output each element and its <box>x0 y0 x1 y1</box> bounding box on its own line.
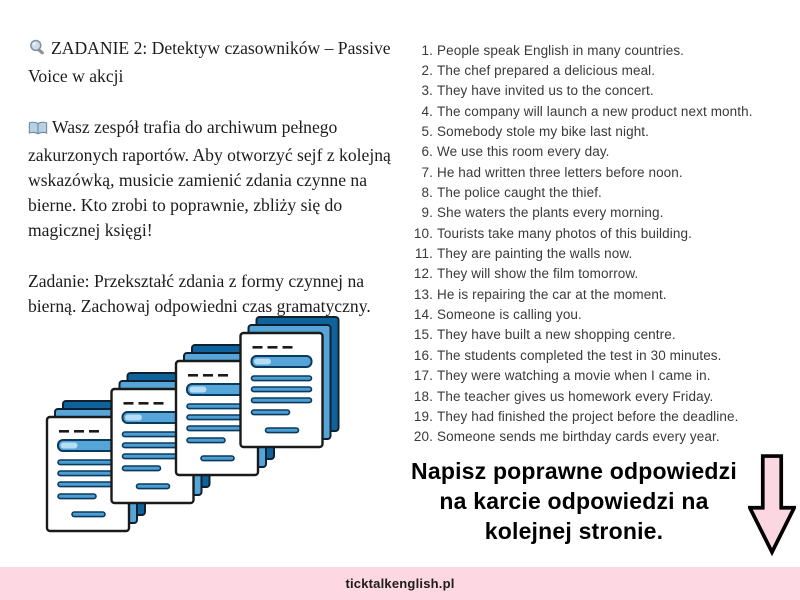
list-item <box>404 325 756 345</box>
list-item <box>404 162 756 182</box>
list-item <box>404 243 756 263</box>
task-description-column <box>28 36 400 345</box>
list-item <box>404 203 756 223</box>
item-text: They have built a new shopping centre. <box>437 327 676 343</box>
list-item <box>404 121 756 141</box>
list-item <box>404 264 756 284</box>
item-text: They will show the film tomorrow. <box>437 266 639 282</box>
item-number: 8. <box>421 185 433 201</box>
item-text: She waters the plants every morning. <box>437 205 664 221</box>
item-number: 11. <box>414 246 433 262</box>
item-text: The chef prepared a delicious meal. <box>437 63 656 79</box>
list-item <box>404 101 756 121</box>
item-text: Someone is calling you. <box>437 307 582 323</box>
open-book-icon <box>28 118 48 143</box>
list-item <box>404 304 756 324</box>
item-number: 17. <box>413 368 433 384</box>
item-text: The police caught the thief. <box>437 185 602 201</box>
list-item <box>404 40 756 60</box>
list-item <box>404 182 756 202</box>
list-item <box>404 284 756 304</box>
list-item <box>404 366 756 386</box>
item-text: He had written three letters before noon. <box>437 164 683 180</box>
list-item <box>404 345 756 365</box>
list-item <box>404 223 756 243</box>
item-text: They were watching a movie when I came in. <box>437 368 711 384</box>
footer-bar <box>0 567 800 600</box>
item-number: 13. <box>413 286 433 302</box>
documents-stack-illustration <box>44 312 348 538</box>
list-item <box>404 427 756 447</box>
item-number: 4. <box>421 103 433 119</box>
item-number: 1. <box>421 42 433 58</box>
item-number: 14. <box>413 307 433 323</box>
magnifier-icon <box>28 38 47 64</box>
item-number: 6. <box>421 144 433 160</box>
task-title <box>28 36 400 89</box>
list-item <box>404 386 756 406</box>
item-text: We use this room every day. <box>437 144 610 160</box>
item-number: 20. <box>413 429 433 445</box>
item-number: 5. <box>421 124 433 140</box>
item-number: 12. <box>413 266 433 282</box>
item-text: Tourists take many photos of this building. <box>437 225 692 241</box>
item-number: 3. <box>421 83 433 99</box>
task-story <box>28 115 400 243</box>
item-number: 15. <box>413 327 433 343</box>
list-item <box>404 60 756 80</box>
item-text: Somebody stole my bike last night. <box>437 124 650 140</box>
item-text: The teacher gives us homework every Friday. <box>437 388 714 404</box>
item-text: The company will launch a new product next month. <box>437 103 753 119</box>
item-text: He is repairing the car at the moment. <box>437 286 667 302</box>
item-text: People speak English in many countries. <box>437 42 685 58</box>
item-number: 2. <box>421 63 433 79</box>
arrow-down-icon <box>748 453 796 557</box>
item-number: 19. <box>413 408 433 424</box>
item-number: 10. <box>413 225 433 241</box>
item-text: They have invited us to the concert. <box>437 83 654 99</box>
task-command-text: Zadanie: Przekształć zdania z formy czynnej na bierną. Zachowaj odpowiedni czas gramatyczny. <box>28 271 371 316</box>
item-text: They had finished the project before the deadline. <box>437 408 739 424</box>
item-text: Someone sends me birthday cards every year. <box>437 429 720 445</box>
item-number: 16. <box>413 347 433 363</box>
answer-instruction: Napisz poprawne odpowiedzi na karcie odpowiedzi na kolejnej stronie. <box>411 458 737 544</box>
list-item <box>404 142 756 162</box>
item-number: 18. <box>413 388 433 404</box>
task-title-text: ZADANIE 2: Detektyw czasowników – Passive Voice w akcji <box>28 38 391 86</box>
item-number: 7. <box>421 164 433 180</box>
site-url: ticktalkenglish.pl <box>345 576 455 591</box>
list-item <box>404 81 756 101</box>
item-text: They are painting the walls now. <box>437 246 633 262</box>
list-item <box>404 406 756 426</box>
item-text: The students completed the test in 30 minutes. <box>437 347 722 363</box>
task-story-text: Wasz zespół trafia do archiwum pełnego zakurzonych raportów. Aby otworzyć sejf z kolejną wskazówką, musicie zamienić zdania czynne na bierne. Kto zrobi to poprawnie, zbliży się do magicznej księgi! <box>28 117 391 240</box>
item-number: 9. <box>421 205 433 221</box>
sentence-list <box>404 40 756 447</box>
